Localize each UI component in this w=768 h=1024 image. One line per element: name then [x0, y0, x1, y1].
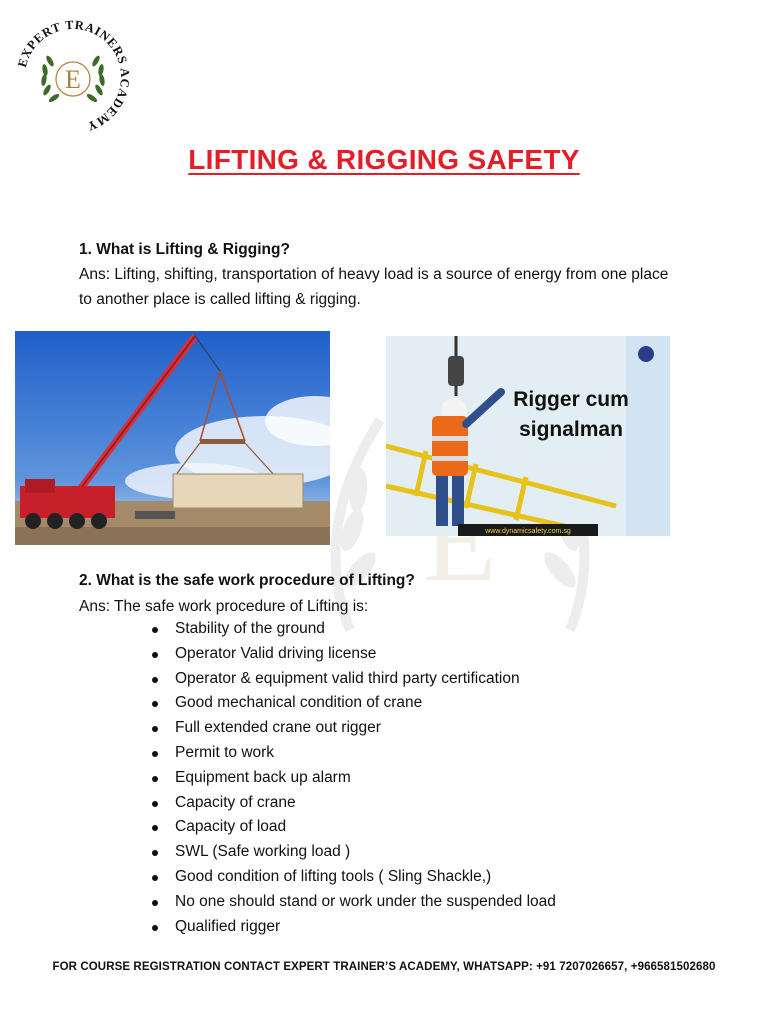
list-item: Qualified rigger — [152, 915, 556, 940]
list-item: Stability of the ground — [152, 617, 556, 642]
list-item: Operator Valid driving license — [152, 642, 556, 667]
list-item: Good mechanical condition of crane — [152, 691, 556, 716]
rigger-caption-line-2: signalman — [519, 418, 623, 441]
rigger-caption-line-1: Rigger cum — [513, 388, 629, 411]
bullet-icon — [152, 875, 158, 881]
list-item: Capacity of load — [152, 815, 556, 840]
logo-ring-text: EXPERT TRAINERS ACADEMY — [15, 18, 132, 134]
bullet-icon — [152, 850, 158, 856]
rigger-url: www.dynamicsafety.com.sg — [485, 528, 571, 535]
academy-logo — [14, 18, 132, 136]
bullet-icon — [152, 900, 158, 906]
answer-2: Ans: The safe work procedure of Lifting is: — [79, 598, 369, 615]
answer-1-line-1: Ans: Lifting, shifting, transportation of heavy load is a source of energy from one place — [79, 266, 669, 283]
page-title: LIFTING & RIGGING SAFETY — [188, 144, 580, 175]
question-2: 2. What is the safe work procedure of Lifting? — [79, 572, 415, 589]
list-item: Full extended crane out rigger — [152, 716, 556, 741]
list-item: Equipment back up alarm — [152, 766, 556, 791]
logo-letter: E — [65, 65, 81, 94]
list-item: Permit to work — [152, 741, 556, 766]
question-1: 1. What is Lifting & Rigging? — [79, 241, 290, 258]
svg-text:E: E — [423, 473, 497, 606]
list-item: SWL (Safe working load ) — [152, 840, 556, 865]
bullet-icon — [152, 701, 158, 707]
bullet-icon — [152, 726, 158, 732]
list-item: No one should stand or work under the suspended load — [152, 890, 556, 915]
list-item: Capacity of crane — [152, 791, 556, 816]
answer-1 — [79, 262, 749, 312]
list-item: Operator & equipment valid third party certification — [152, 667, 556, 692]
bullet-icon — [152, 801, 158, 807]
footer-contact: FOR COURSE REGISTRATION CONTACT EXPERT TRAINER’S ACADEMY, WHATSAPP: +91 7207026657, +966581502680 — [52, 961, 716, 973]
answer-1-line-2: to another place is called lifting & rigging. — [79, 291, 361, 308]
bullet-icon — [152, 751, 158, 757]
bullet-icon — [152, 652, 158, 658]
list-item: Good condition of lifting tools ( Sling Shackle,) — [152, 865, 556, 890]
bullet-icon — [152, 627, 158, 633]
bullet-icon — [152, 925, 158, 931]
procedure-list — [152, 617, 556, 939]
bullet-icon — [152, 677, 158, 683]
rigger-signalman-photo — [386, 336, 670, 536]
crane-lifting-photo — [15, 331, 330, 545]
bullet-icon — [152, 825, 158, 831]
bullet-icon — [152, 776, 158, 782]
